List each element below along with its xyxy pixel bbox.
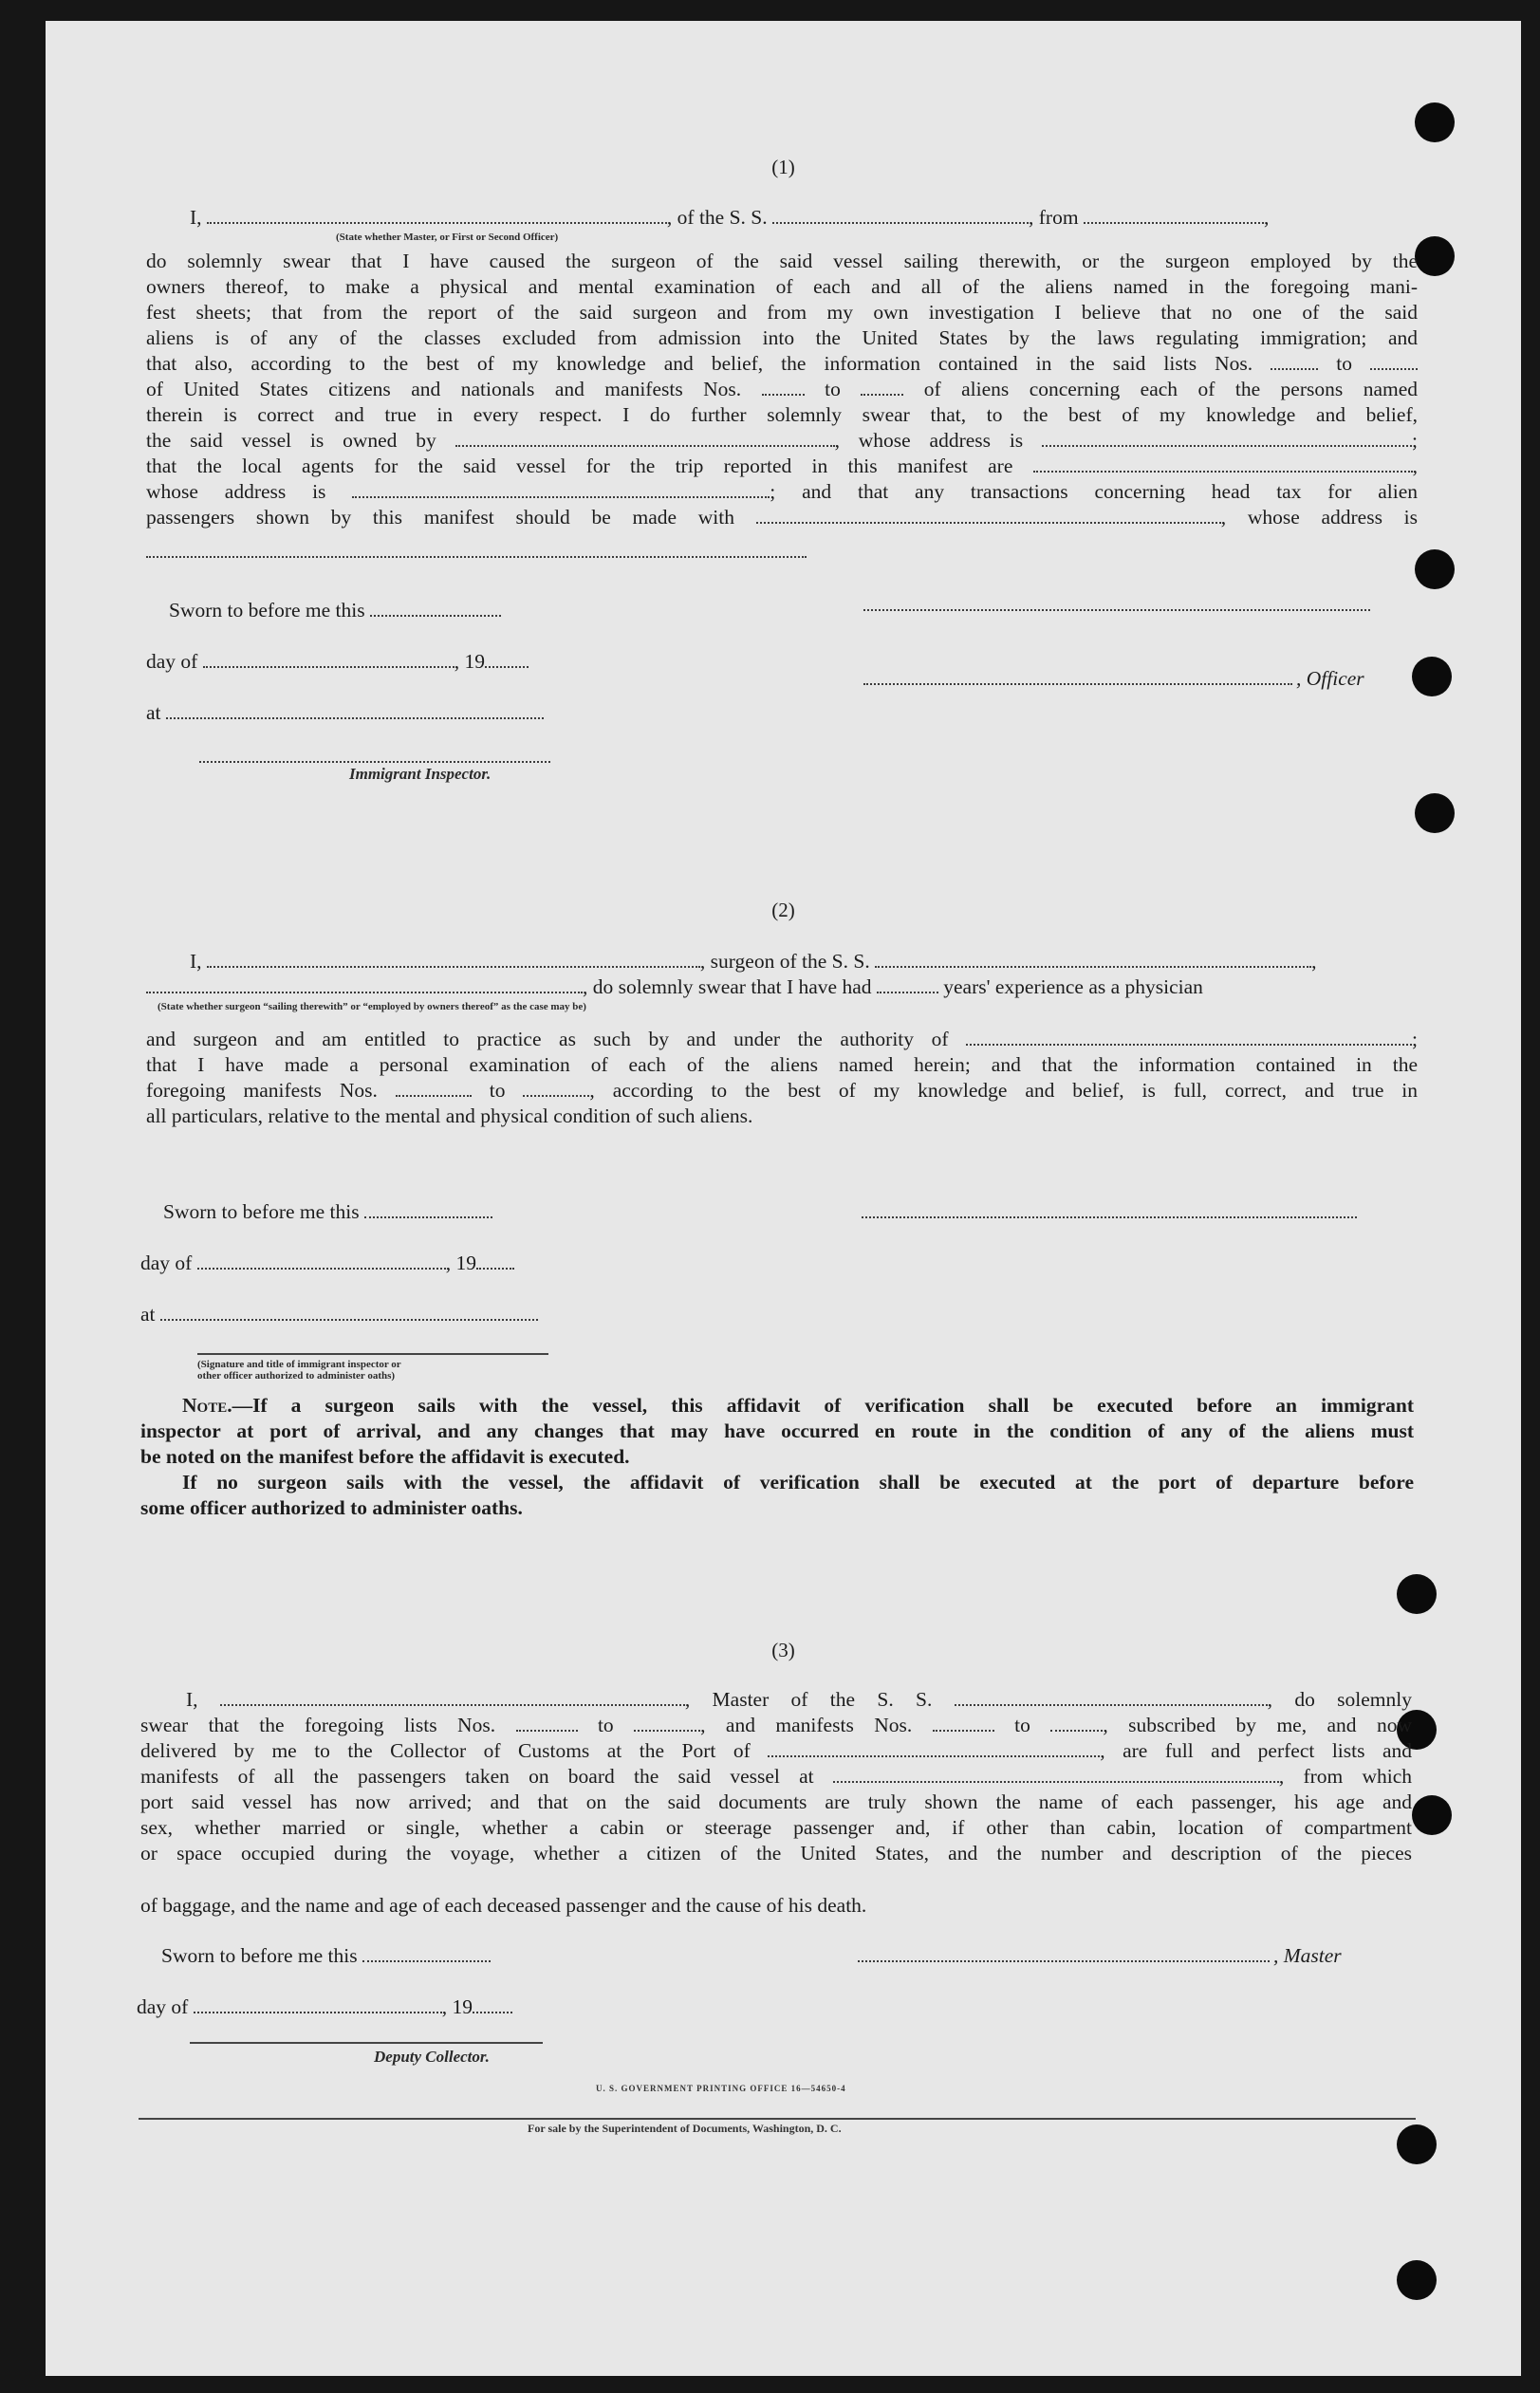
s1-agents-text: that the local agents for the said vessel for the trip reported in this manifest are xyxy=(146,454,1013,477)
binder-hole xyxy=(1412,1795,1452,1835)
s2-note-line: be noted on the manifest before the affidavit is executed. xyxy=(140,1445,630,1468)
s1-manifests-to-field[interactable] xyxy=(861,392,903,396)
s2-authority-field[interactable] xyxy=(966,1042,1412,1046)
binder-hole xyxy=(1397,2124,1437,2164)
s2-day-field[interactable] xyxy=(197,1266,446,1270)
s1-line: owners thereof, to make a physical and mental examination of each and all of the aliens named in the foregoing mani- xyxy=(146,275,1418,298)
s1-name-field[interactable] xyxy=(207,220,667,224)
s2-surgeon-of: , surgeon of the S. S. xyxy=(699,950,870,973)
s3-line-4 xyxy=(140,1764,1412,1790)
s2-year-label: , 19 xyxy=(445,1252,476,1274)
s1-owned-by: the said vessel is owned by xyxy=(146,429,436,452)
s3-line-3 xyxy=(140,1738,1412,1764)
s1-line-8 xyxy=(146,428,1418,454)
s2-day-of xyxy=(140,1251,514,1276)
s3-departure-field[interactable] xyxy=(833,1779,1279,1783)
s2-note-line: inspector at port of arrival, and any changes that may have occurred en route in the condition of any of the aliens must xyxy=(140,1419,1414,1442)
s1-owner-address-field[interactable] xyxy=(1042,443,1412,447)
binder-hole xyxy=(1415,793,1455,833)
s2-paragraph xyxy=(146,1027,1418,1104)
s1-headtax-text: passengers shown by this manifest should be made with xyxy=(146,506,735,529)
binder-hole xyxy=(1415,102,1455,142)
s1-lists-to-field[interactable] xyxy=(1370,366,1418,370)
s3-name-field[interactable] xyxy=(220,1702,685,1706)
s1-lists-from-field[interactable] xyxy=(1271,366,1318,370)
s1-l6-text-2: of aliens concerning each of the persons named xyxy=(923,378,1419,400)
s3-line-1 xyxy=(140,1687,1412,1713)
s2-note-label: Note. xyxy=(182,1394,232,1417)
s2-role-field[interactable] xyxy=(146,990,583,993)
s3-line-2 xyxy=(140,1713,1412,1738)
s3-manifests-from-field[interactable] xyxy=(933,1728,994,1732)
s3-day-field[interactable] xyxy=(194,2010,442,2013)
s2-surgeon-signature-field[interactable] xyxy=(862,1216,1357,1218)
s1-l10-text: ; and that any transactions concerning head tax for alien xyxy=(770,480,1418,503)
s1-l5-text: that also, according to the best of my knowledge and belief, the information contained in the said lists Nos. xyxy=(146,352,1253,375)
s1-officer-signature-field[interactable] xyxy=(863,609,1370,611)
s2-vessel-field[interactable] xyxy=(875,964,1311,968)
s2-years-field[interactable] xyxy=(877,990,938,993)
s3-day-label: day of xyxy=(137,1995,189,2018)
s1-semicolon: ; xyxy=(1412,429,1418,452)
s2-signature-caption-2: other officer authorized to administer oaths) xyxy=(197,1370,396,1382)
s1-sworn xyxy=(169,598,501,623)
s2-authority-text: and surgeon and am entitled to practice as such by and under the authority of xyxy=(146,1028,949,1050)
s1-manifests-from-field[interactable] xyxy=(762,392,805,396)
s3-collector-signature-field[interactable] xyxy=(190,2042,543,2044)
s3-master-signature-field[interactable] xyxy=(858,1960,1270,1962)
s2-to: to xyxy=(489,1079,506,1102)
s3-line: port said vessel has now arrived; and that on the said documents are truly shown the name of each passenger, his age and xyxy=(140,1790,1412,1813)
s3-taken-text: manifests of all the passengers taken on board the said vessel at xyxy=(140,1765,814,1788)
s1-l6-text: of United States citizens and nationals and manifests Nos. xyxy=(146,378,742,400)
s2-line: that I have made a personal examination of each of the aliens named herein; and that the information contained in the xyxy=(146,1053,1418,1076)
s1-headtax-field[interactable] xyxy=(756,520,1221,524)
s2-note-line: If no surgeon sails with the vessel, the affidavit of verification shall be executed at the port of departure before xyxy=(182,1471,1414,1493)
s2-semicolon: ; xyxy=(1412,1028,1419,1050)
s3-full-lists-text: , are full and perfect lists and xyxy=(1100,1739,1413,1762)
sale-notice: For sale by the Superintendent of Documents, Washington, D. C. xyxy=(528,2122,842,2135)
s3-paragraph xyxy=(140,1687,1412,1866)
binder-hole xyxy=(1415,236,1455,276)
s1-agents-field[interactable] xyxy=(1033,469,1413,473)
s1-owner-address-label: , whose address is xyxy=(834,429,1024,452)
s1-line-5 xyxy=(146,351,1418,377)
s2-note-line: some officer authorized to administer oaths. xyxy=(140,1496,523,1519)
s1-line: aliens is of any of the classes excluded from admission into the United States by the laws regulating immigration; and xyxy=(146,326,1418,349)
s3-to-2: to xyxy=(1014,1714,1030,1736)
form-sheet xyxy=(46,21,1521,2376)
s3-collector-caption: Deputy Collector. xyxy=(374,2048,490,2066)
s1-sworn-label: Sworn to before me this xyxy=(169,599,365,621)
s1-line-6 xyxy=(146,377,1418,402)
s1-agents-address-field[interactable] xyxy=(352,494,770,498)
s1-line-9 xyxy=(146,454,1418,479)
s2-sworn-field[interactable] xyxy=(364,1215,492,1218)
s2-role-note: (State whether surgeon “sailing therewith” or “employed by owners thereof” as the case may be) xyxy=(158,1001,586,1012)
s1-line-1 xyxy=(190,205,1416,231)
s1-officer-line[interactable] xyxy=(863,683,1292,685)
s3-sworn-label: Sworn to before me this xyxy=(161,1944,358,1967)
s1-sworn-field[interactable] xyxy=(370,613,501,617)
s1-i: I, xyxy=(190,206,202,229)
s1-comma-2: , xyxy=(1412,454,1419,477)
s1-line-11 xyxy=(146,505,1418,530)
s2-signature-caption-1: (Signature and title of immigrant inspector or xyxy=(197,1359,401,1370)
s2-line-3 xyxy=(146,1027,1418,1052)
s2-l5-text: , according to the best of my knowledge and belief, is full, correct, and true in xyxy=(589,1079,1419,1102)
s1-owner-field[interactable] xyxy=(455,443,835,447)
s1-at xyxy=(146,700,544,726)
s2-manifests-to-field[interactable] xyxy=(523,1093,589,1097)
s2-name-field[interactable] xyxy=(207,964,700,968)
s1-day-of xyxy=(146,649,529,675)
s1-at-field[interactable] xyxy=(166,715,544,719)
footer-rule xyxy=(139,2118,1416,2120)
s1-line: therein is correct and true in every respect. I do further solemnly swear that, to the best of my knowledge and belief, xyxy=(146,403,1418,426)
s1-paragraph xyxy=(146,249,1418,530)
s1-from: , from xyxy=(1029,206,1079,229)
s1-inspector-signature-field[interactable] xyxy=(199,761,550,763)
s1-officer-label: , Officer xyxy=(1296,667,1364,690)
s3-year-field[interactable] xyxy=(473,2010,512,2013)
s2-sworn xyxy=(163,1199,492,1225)
s2-manifests-text: foregoing manifests Nos. xyxy=(146,1079,378,1102)
s1-day-label: day of xyxy=(146,650,198,673)
s2-swear-text: , do solemnly swear that I have had xyxy=(583,975,872,998)
s2-note xyxy=(140,1393,1414,1521)
s1-l6-to: to xyxy=(825,378,841,400)
s1-line: fest sheets; that from the report of the said surgeon and from my own investigation I believe that no one of the said xyxy=(146,301,1418,324)
s1-of-ss: , of the S. S. xyxy=(666,206,768,229)
s3-last-line: of baggage, and the name and age of each deceased passenger and the cause of his death. xyxy=(140,1894,867,1917)
printer-imprint: U. S. GOVERNMENT PRINTING OFFICE 16—54650-4 xyxy=(596,2084,846,2093)
s1-agents-address-label: whose address is xyxy=(146,480,326,503)
s1-headtax-address-field[interactable] xyxy=(146,556,807,558)
s3-day-of xyxy=(137,1994,512,2020)
s1-title-note: (State whether Master, or First or Second Officer) xyxy=(336,232,559,243)
s1-from-field[interactable] xyxy=(1084,220,1264,224)
s1-day-field[interactable] xyxy=(203,664,455,668)
s2-year-field[interactable] xyxy=(476,1266,514,1270)
s3-i: I, xyxy=(186,1688,198,1711)
s2-line-1 xyxy=(190,949,1316,974)
s1-vessel-field[interactable] xyxy=(772,220,1029,224)
s3-manifests-text: , and manifests Nos. xyxy=(700,1714,913,1736)
s1-inspector-caption: Immigrant Inspector. xyxy=(349,765,492,783)
binder-hole xyxy=(1415,549,1455,589)
s2-line-2 xyxy=(146,974,1203,1000)
binder-hole xyxy=(1397,2260,1437,2300)
s3-year-label: , 19 xyxy=(441,1995,473,2018)
s1-l5-to: to xyxy=(1336,352,1352,375)
binder-hole xyxy=(1412,657,1452,696)
s2-note-text: —If a surgeon sails with the vessel, this affidavit of verification shall be executed before an immigrant xyxy=(232,1394,1414,1417)
section-3-number: (3) xyxy=(771,1639,795,1661)
s3-sworn xyxy=(161,1943,491,1969)
s3-lists-to-field[interactable] xyxy=(634,1728,700,1732)
section-2-number: (2) xyxy=(771,899,795,921)
s1-headtax-address-label: , whose address is xyxy=(1220,506,1419,529)
s1-year-label: , 19 xyxy=(454,650,485,673)
s2-i: I, xyxy=(190,950,202,973)
s2-comma: , xyxy=(1311,950,1317,973)
s3-port-text: delivered by me to the Collector of Customs at the Port of xyxy=(140,1739,751,1762)
s3-line: sex, whether married or single, whether a cabin or steerage passenger and, if other than cabin, location of compartment xyxy=(140,1816,1412,1839)
s1-line: do solemnly swear that I have caused the surgeon of the said vessel sailing therewith, or the surgeon employed by the xyxy=(146,250,1418,272)
s3-vessel-field[interactable] xyxy=(955,1702,1268,1706)
s2-line-5 xyxy=(146,1078,1418,1104)
s1-at-label: at xyxy=(146,701,161,724)
s1-year-field[interactable] xyxy=(485,664,529,668)
binder-hole xyxy=(1397,1574,1437,1614)
s3-line: or space occupied during the voyage, whether a citizen of the United States, and the number and description of the pieces xyxy=(140,1842,1412,1864)
s2-experience-text: years' experience as a physician xyxy=(943,975,1203,998)
s2-at xyxy=(140,1302,538,1327)
section-1-number: (1) xyxy=(771,156,795,178)
s2-at-label: at xyxy=(140,1303,156,1326)
s2-day-label: day of xyxy=(140,1252,193,1274)
s1-comma: , xyxy=(1263,206,1270,229)
s3-master-of: , Master of the S. S. xyxy=(684,1688,933,1711)
s3-master-label: , Master xyxy=(1273,1944,1342,1967)
s2-line-6: all particulars, relative to the mental and physical condition of such aliens. xyxy=(146,1104,753,1127)
s3-lists-from-field[interactable] xyxy=(516,1728,578,1732)
s1-line-10 xyxy=(146,479,1418,505)
s3-sworn-field[interactable] xyxy=(362,1958,491,1962)
s2-manifests-from-field[interactable] xyxy=(396,1093,472,1097)
s3-solemnly: , do solemnly xyxy=(1267,1688,1412,1711)
s3-port-field[interactable] xyxy=(768,1753,1100,1757)
s2-sworn-label: Sworn to before me this xyxy=(163,1200,360,1223)
s2-inspector-signature-field[interactable] xyxy=(197,1353,548,1355)
s3-from-which: , from which xyxy=(1278,1765,1412,1788)
s3-manifests-to-field[interactable] xyxy=(1050,1728,1103,1732)
s3-lists-text: swear that the foregoing lists Nos. xyxy=(140,1714,496,1736)
s2-at-field[interactable] xyxy=(160,1317,538,1321)
s3-to-1: to xyxy=(597,1714,614,1736)
s3-subscribed-text: , subscribed by me, and now xyxy=(1103,1714,1413,1736)
